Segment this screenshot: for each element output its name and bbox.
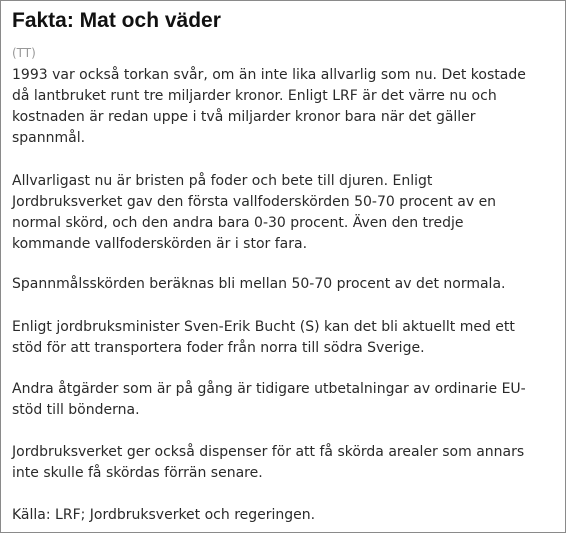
paragraph-line: stöd till bönderna. xyxy=(12,402,140,418)
source-tag: (TT) xyxy=(12,46,36,60)
paragraph-line: stöd för att transportera foder från norra till södra Sverige. xyxy=(12,340,425,356)
paragraph-line: Allvarligast nu är bristen på foder och bete till djuren. Enligt xyxy=(12,173,433,189)
paragraph-line: 1993 var också torkan svår, om än inte lika allvarlig som nu. Det kostade xyxy=(12,67,526,83)
paragraph-line: Spannmålsskörden beräknas bli mellan 50-70 procent av det normala. xyxy=(12,276,506,292)
paragraph-line: Andra åtgärder som är på gång är tidigare utbetalningar av ordinarie EU- xyxy=(12,381,526,397)
paragraph-line: Enligt jordbruksminister Sven-Erik Bucht (S) kan det bli aktuellt med ett xyxy=(12,319,515,335)
paragraph-line: Jordbruksverket ger också dispenser för att få skörda arealer som annars xyxy=(12,444,525,460)
paragraph-line: inte skulle få skördas förrän senare. xyxy=(12,465,263,481)
paragraph-line: Källa: LRF; Jordbruksverket och regeringen. xyxy=(12,507,316,523)
paragraph-line: normal skörd, och den andra bara 0-30 procent. Även den tredje xyxy=(12,215,464,231)
paragraph-torkan-1993 xyxy=(12,65,560,149)
paragraph-dispenser xyxy=(12,442,560,484)
paragraph-jordbruksminister xyxy=(12,317,560,359)
paragraph-kalla xyxy=(12,505,560,526)
fact-box-title: Fakta: Mat och väder xyxy=(12,9,221,32)
paragraph-line: då lantbruket runt tre miljarder kronor. Enligt LRF är det värre nu och xyxy=(12,88,497,104)
paragraph-line: kommande vallfoderskörden är i stor fara. xyxy=(12,236,308,252)
paragraph-line: spannmål. xyxy=(12,130,86,146)
paragraph-line: Jordbruksverket gav den första vallfoderskörden 50-70 procent av en xyxy=(12,194,497,210)
paragraph-foder-bete xyxy=(12,171,560,255)
paragraph-line: kostnaden är redan uppe i två miljarder kronor bara när det gäller xyxy=(12,109,476,125)
paragraph-spannmal xyxy=(12,274,560,295)
paragraph-atgarder xyxy=(12,379,560,421)
